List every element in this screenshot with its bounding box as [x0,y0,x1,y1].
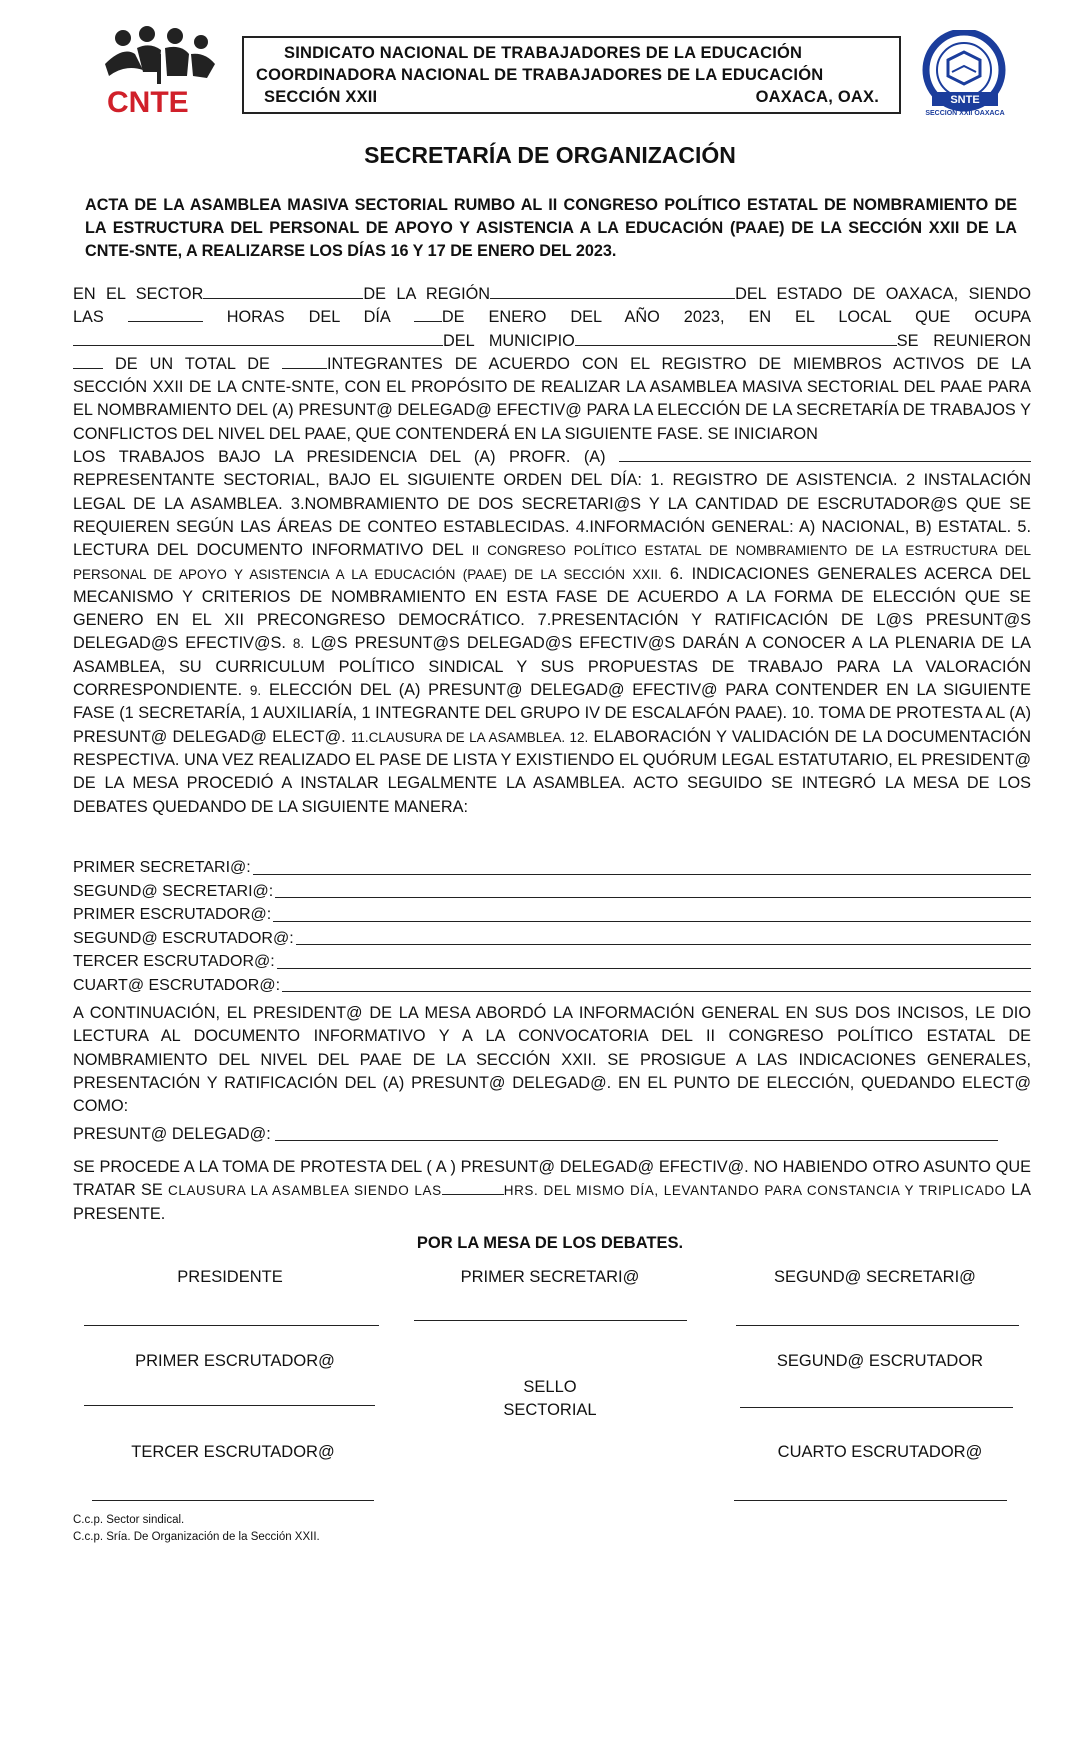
blank-segundo-secretario[interactable] [275,882,1031,898]
sig-primer-escrutador-label: PRIMER ESCRUTADOR@ [135,1352,335,1370]
blank-hora-clausura[interactable] [442,1179,504,1195]
sello-sectorial: SELLO SECTORIAL [503,1378,597,1419]
snte-seal-icon [912,30,1027,122]
sig-line-cuarto-escrutador[interactable] [734,1500,1007,1501]
blank-segundo-escrutador[interactable] [296,929,1031,945]
blank-presunto-delegado[interactable] [275,1125,998,1141]
blank-municipio[interactable] [575,330,897,346]
sig-cuarto-escrutador-label: CUARTO ESCRUTADOR@ [777,1443,983,1461]
sig-line-presidente[interactable] [84,1325,379,1326]
body-line-2: LAS HORAS DEL DÍA DE ENERO DEL AÑO 2023, EN EL LOCAL QUE OCUPA [73,308,1032,327]
mesa-row: TERCER ESCRUTADOR@: [73,950,1031,974]
mesa-row: PRIMER SECRETARI@: [73,856,1031,880]
presunto-delegado-row: PRESUNT@ DELEGAD@: [73,1125,998,1144]
ccp-list [73,1512,320,1546]
sig-line-primer-escrutador[interactable] [84,1405,375,1406]
sig-primer-secretario-label: PRIMER SECRETARI@ [460,1268,640,1286]
blank-primer-escrutador[interactable] [273,906,1031,922]
svg-text:CNTE: CNTE [107,86,189,119]
mesa-debates-heading: POR LA MESA DE LOS DEBATES. [416,1234,684,1252]
mesa-row: SEGUND@ SECRETARI@: [73,880,1031,904]
blank-tercer-escrutador[interactable] [277,953,1031,969]
body-line-1: EN EL SECTOR DE LA REGIÓN DEL ESTADO DE OAXACA, SIENDO [73,285,1031,303]
blank-local[interactable] [73,330,443,346]
blank-region[interactable] [490,283,735,299]
sig-tercer-escrutador-label: TERCER ESCRUTADOR@ [131,1443,335,1461]
header-box [242,36,901,114]
ccp-item: C.c.p. Sector sindical. [73,1514,185,1526]
sig-presidente-label: PRESIDENTE [177,1268,283,1286]
sig-line-segundo-escrutador[interactable] [740,1407,1013,1408]
blank-horas[interactable] [128,306,203,322]
mesa-row: PRIMER ESCRUTADOR@: [73,903,1031,927]
header-line-2: COORDINADORA NACIONAL DE TRABAJADORES DE LA EDUCACIÓN [256,66,824,84]
blank-sector[interactable] [203,283,363,299]
cnte-logo-icon [95,24,230,119]
blank-profr[interactable] [619,446,1031,462]
blank-primer-secretario[interactable] [253,859,1031,875]
continuacion-paragraph: A CONTINUACIÓN, EL PRESIDENT@ DE LA MESA ABORDÓ LA INFORMACIÓN GENERAL EN SUS DOS INCISOS, LE DIO LECTURA AL DOCUMENTO INFORMATIVO Y A LA CONVOCATORIA DEL II CONGRESO POLÍTICO ESTATAL DE NOMBRAMIENTO DEL NIVEL DEL PAAE DE LA SECCIÓN XXII. SE PROSIGUE A LAS INDICACIONES GENERALES, PRESENTACIÓN Y RATIFICACIÓN DEL (A) PRESUNT@ DELEGAD@. EN EL PUNTO DE ELECCIÓN, QUEDANDO ELECT@ COMO: [73,1004,1031,1116]
sig-line-tercer-escrutador[interactable] [92,1500,374,1501]
body-line-4: DE UN TOTAL DE INTEGRANTES DE ACUERDO CON EL REGISTRO DE MIEMBROS ACTIVOS DE LA [73,353,1031,376]
header-line-1: SINDICATO NACIONAL DE TRABAJADORES DE LA EDUCACIÓN [284,44,803,62]
blank-asistentes[interactable] [73,353,103,369]
blank-dia[interactable] [414,306,442,322]
blank-cuarto-escrutador[interactable] [282,976,1031,992]
svg-text:SECCION XXII OAXACA: SECCION XXII OAXACA [925,110,1005,117]
header-location: OAXACA, OAX. [755,88,879,106]
mesa-row: SEGUND@ ESCRUTADOR@: [73,927,1031,951]
ccp-item: C.c.p. Sría. De Organización de la Sección XXII. [73,1531,320,1543]
sig-segundo-escrutador-label: SEGUND@ ESCRUTADOR [776,1352,984,1370]
mesa-row: CUART@ ESCRUTADOR@: [73,974,1031,998]
sig-segundo-secretario-label: SEGUND@ SECRETARI@ [774,1268,976,1286]
svg-text:SNTE: SNTE [950,94,980,106]
sig-line-primer-secretario[interactable] [414,1320,687,1321]
acta-heading: ACTA DE LA ASAMBLEA MASIVA SECTORIAL RUMBO AL II CONGRESO POLÍTICO ESTATAL DE NOMBRAMIENTO DE LA ESTRUCTURA DEL PERSONAL DE APOYO Y ASISTENCIA A LA EDUCACIÓN (PAAE) DE LA SECCIÓN XXII DE LA CNTE-SNTE, A REALIZARSE LOS DÍAS 16 Y 17 DE ENERO DEL 2023. [85,196,1017,260]
sig-line-segundo-secretario[interactable] [736,1325,1019,1326]
acta-body: EN EL SECTOR DE LA REGIÓN DEL ESTADO DE OAXACA, SIENDO LAS HORAS DEL DÍA DE ENERO DEL AÑO 2023, EN EL LOCAL QUE OCUPA DEL MUNICIPIO SE REUNIERON DE UN TOTAL DE INTEGRANTES DE ACUERDO CON EL REGISTRO DE MIEMBROS ACTIVOS DE LA SECCIÓN XXII DE LA CNTE-SNTE, CON EL PROPÓSITO DE REALIZAR LA ASAMBLEA MASIVA SECTORIAL DEL PAAE PARA EL NOMBRAMIENTO DEL (A) PRESUNT@ DELEGAD@ EFECTIV@ PARA LA ELECCIÓN DE LA SECRETARÍA DE TRABAJOS Y CONFLICTOS DEL NIVEL DEL PAAE, QUE CONTENDERÁ EN LA SIGUIENTE FASE. SE INICIARON LOS TRABAJOS BAJO LA PRESIDENCIA DEL (A) PROFR. (A) REPRESENTANTE SECTORIAL, BAJO EL SIGUIENTE ORDEN DEL DÍA: 1. REGISTRO DE ASISTENCIA. 2 INSTALACIÓN LEGAL DE LA ASAMBLEA. 3.NOMBRAMIENTO DE DOS SECRETARI@S Y LA CANTIDAD DE ESCRUTADOR@S QUE SE REQUIEREN SEGÚN LAS ÁREAS DE CONTEO ESTABLECIDAS. 4.INFORMACIÓN GENERAL: A) NACIONAL, B) ESTATAL. 5. LECTURA DEL DOCUMENTO INFORMATIVO DEL II CONGRESO POLÍTICO ESTATAL DE NOMBRAMIENTO DE LA ESTRUCTURA DEL PERSONAL DE APOYO Y ASISTENCIA A LA EDUCACIÓN (PAAE) DE LA SECCIÓN XXII. 6. INDICACIONES GENERALES ACERCA DEL MECANISMO Y CRITERIOS DE NOMBRAMIENTO EN ESTA FASE DE ACUERDO A LA FORMA DE ELECCIÓN QUE SE GENERO EN EL XII PRECONGRESO DEMOCRÁTICO. 7.PRESENTACIÓN Y RATIFICACIÓN DE L@S PRESUNT@S DELEGAD@S EFECTIV@S. 8. L@S PRESUNT@S DELEGAD@S EFECTIV@S DARÁN A CONOCER A LA PLENARIA DE LA ASAMBLEA, SU CURRICULUM POLÍTICO SINDICAL Y SUS PROPUESTAS DE TRABAJO PARA LA VALORACIÓN CORRESPONDIENTE. 9. ELECCIÓN DEL (A) PRESUNT@ DELEGAD@ EFECTIV@ PARA CONTENDER EN LA SIGUIENTE FASE (1 SECRETARÍA, 1 AUXILIARÍA, 1 INTEGRANTE DEL GRUPO IV DE ESCALAFÓN PAAE). 10. TOMA DE PROTESTA AL (A) PRESUNT@ DELEGAD@ ELECT@. 11.CLAUSURA DE LA ASAMBLEA. 12. ELABORACIÓN Y VALIDACIÓN DE LA DOCUMENTACIÓN RESPECTIVA. UNA VEZ REALIZADO EL PASE DE LISTA Y EXISTIENDO EL QUÓRUM LEGAL ESTATUTARIO, EL PRESIDENT@ DE LA MESA PROCEDIÓ A INSTALAR LEGALMENTE LA ASAMBLEA. ACTO SEGUIDO SE INTEGRÓ LA MESA DE LOS DEBATES QUEDANDO DE LA SIGUIENTE MANERA: [73,285,1032,816]
body-line-profr: LOS TRABAJOS BAJO LA PRESIDENCIA DEL (A) PROFR. (A) [73,446,1031,469]
mesa-list [73,856,1031,997]
protesta-paragraph: SE PROCEDE A LA TOMA DE PROTESTA DEL ( A ) PRESUNT@ DELEGAD@ EFECTIV@. NO HABIENDO OTRO ASUNTO QUE TRATAR SE CLAUSURA LA ASAMBLEA SIENDO LAS HRS. DEL MISMO DÍA, LEVANTANDO PARA CONSTANCIA Y TRIPLICADO LA PRESENTE. [73,1158,1031,1223]
blank-total[interactable] [282,353,327,369]
page-title: SECRETARÍA DE ORGANIZACIÓN [364,142,736,168]
body-line-3: DEL MUNICIPIO SE REUNIERON [73,330,1031,353]
header-section: SECCIÓN XXII [264,88,378,106]
